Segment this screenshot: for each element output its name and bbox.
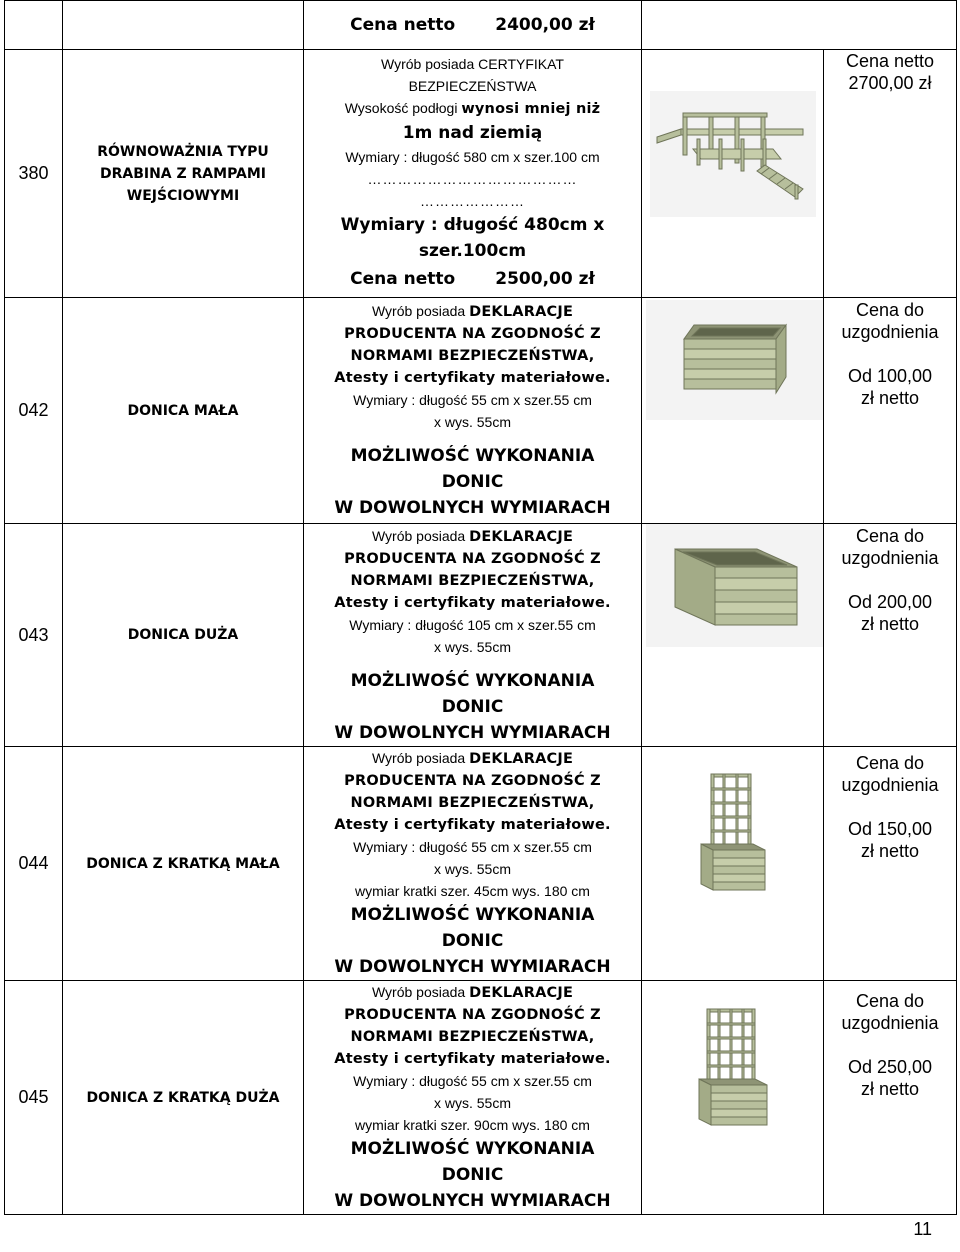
item-price xyxy=(824,524,957,747)
desc-bold-text: DEKLARACJE xyxy=(469,985,574,1001)
extra-line: DONIC xyxy=(441,1165,504,1185)
price-line: uzgodnienia xyxy=(841,321,939,342)
desc-line: x wys. 55cm xyxy=(433,1095,511,1111)
table-row xyxy=(5,981,957,1215)
price-value: 2500,00 zł xyxy=(495,269,595,289)
price-line: uzgodnienia xyxy=(841,1012,939,1033)
item-description xyxy=(304,50,642,298)
small-trellis-planter-image xyxy=(690,769,776,895)
extra-line: DONIC xyxy=(441,696,504,717)
item-image-cell xyxy=(642,298,824,524)
price-line: Cena do xyxy=(855,752,925,773)
desc-line: Atesty i certyfikaty materiałowe. xyxy=(334,817,611,833)
desc-line: 1m nad ziemią xyxy=(402,123,543,143)
small-planter-image xyxy=(646,300,824,420)
item-number: 380 xyxy=(5,50,63,298)
desc-line xyxy=(308,97,637,120)
desc-line: x wys. 55cm xyxy=(433,638,511,655)
large-planter-svg xyxy=(671,535,801,635)
price-line: uzgodnienia xyxy=(841,548,939,568)
price-line: zł netto xyxy=(860,387,920,408)
price-line: zł netto xyxy=(860,1078,920,1099)
extra-line: W DOWOLNYCH WYMIARACH xyxy=(334,498,611,518)
item-name xyxy=(63,50,304,298)
desc-text: Wyrób posiada xyxy=(371,303,470,319)
extra-line: MOŻLIWOŚĆ WYKONANIA xyxy=(350,670,595,691)
desc-line: wymiar kratki szer. 45cm wys. 180 cm xyxy=(355,883,590,899)
price-line: Od 150,00 xyxy=(847,818,933,839)
price-line: Cena do xyxy=(855,526,925,546)
table-row xyxy=(5,50,957,298)
page-number: 11 xyxy=(913,1219,932,1239)
item-price xyxy=(824,298,957,524)
item-name: DONICA DUŻA xyxy=(63,524,304,747)
item-number: 044 xyxy=(5,747,63,981)
prev-price-cell xyxy=(304,1,642,50)
desc-line: Wymiary : długość 55 cm x szer.55 cm xyxy=(353,1073,592,1089)
product-table xyxy=(4,0,957,1215)
extra-line: W DOWOLNYCH WYMIARACH xyxy=(334,957,611,977)
desc-line: NORMAMI BEZPIECZEŃSTWA, xyxy=(350,795,595,811)
item-description xyxy=(304,298,642,524)
large-trellis-planter-svg xyxy=(693,1005,773,1129)
large-planter-image xyxy=(646,524,824,648)
desc-line: wymiar kratki szer. 90cm wys. 180 cm xyxy=(355,1117,590,1133)
extra-line: MOŻLIWOŚĆ WYKONANIA xyxy=(350,446,595,466)
desc-line: x wys. 55cm xyxy=(433,414,511,430)
item-price xyxy=(824,981,957,1215)
price-line: Od 100,00 xyxy=(847,365,933,386)
desc-line: Wyrób posiada CERTYFIKAT xyxy=(381,56,564,72)
desc-line: Wymiary : długość 105 cm x szer.55 cm xyxy=(349,616,596,633)
price-line: 2700,00 zł xyxy=(848,72,932,93)
table-row xyxy=(5,747,957,981)
desc-text: Wyrób posiada xyxy=(371,750,470,766)
large-trellis-planter-image xyxy=(690,1004,776,1130)
desc-line: PRODUCENTA NA ZGODNOŚĆ Z xyxy=(344,550,601,567)
extra-line: MOŻLIWOŚĆ WYKONANIA xyxy=(350,905,595,925)
desc-text: Wyrób posiada xyxy=(371,527,470,544)
desc-dots: …………………………………… xyxy=(367,171,578,187)
cell-empty xyxy=(5,1,63,50)
desc-line: Atesty i certyfikaty materiałowe. xyxy=(334,1051,611,1067)
table-row xyxy=(5,1,957,50)
desc-line xyxy=(308,525,637,548)
desc-bold-text: DEKLARACJE xyxy=(469,528,574,545)
desc-line xyxy=(308,981,637,1004)
price-label: Cena netto xyxy=(350,269,456,289)
item-image-cell xyxy=(642,981,824,1215)
item-image-cell xyxy=(642,524,824,747)
item-number: 043 xyxy=(5,524,63,747)
item-image-cell xyxy=(642,747,824,981)
desc-line xyxy=(308,747,637,770)
balance-beam-ladder-ramps-image xyxy=(650,91,816,217)
desc-dots: ………………… xyxy=(420,193,525,209)
desc-bold-text: wynosi mniej niż xyxy=(461,101,601,117)
desc-line: Atesty i certyfikaty materiałowe. xyxy=(334,370,611,386)
desc-price xyxy=(308,264,637,294)
extra-line: DONIC xyxy=(441,931,504,951)
price-value: 2400,00 zł xyxy=(495,15,595,35)
item-name-line: WEJŚCIOWYMI xyxy=(126,187,240,204)
item-name: DONICA Z KRATKĄ MAŁA xyxy=(63,747,304,981)
price-line: Od 200,00 xyxy=(847,592,933,612)
extra-line: W DOWOLNYCH WYMIARACH xyxy=(334,1191,611,1211)
extra-line: W DOWOLNYCH WYMIARACH xyxy=(334,722,611,743)
desc-text: Wyrób posiada xyxy=(371,984,470,1000)
price-line: Cena netto xyxy=(845,50,935,71)
desc-line: PRODUCENTA NA ZGODNOŚĆ Z xyxy=(344,326,601,342)
price-line: Cena do xyxy=(855,990,925,1011)
price-line: zł netto xyxy=(860,614,920,634)
item-name-line: DRABINA Z RAMPAMI xyxy=(99,165,267,182)
desc-line: NORMAMI BEZPIECZEŃSTWA, xyxy=(350,1029,595,1045)
price-line: zł netto xyxy=(860,840,920,861)
desc-line xyxy=(308,300,637,323)
balance-beam-image-svg xyxy=(653,99,813,209)
item-number: 045 xyxy=(5,981,63,1215)
item-description xyxy=(304,747,642,981)
small-planter-svg xyxy=(676,315,796,405)
desc-line: Wymiary : długość 580 cm x szer.100 cm xyxy=(345,149,600,165)
item-name: DONICA MAŁA xyxy=(63,298,304,524)
desc-text: Wysokość podłogi xyxy=(344,100,462,116)
price-line: Od 250,00 xyxy=(847,1056,933,1077)
desc-line: Wymiary : długość 55 cm x szer.55 cm xyxy=(353,839,592,855)
item-price xyxy=(824,50,957,298)
desc-line: NORMAMI BEZPIECZEŃSTWA, xyxy=(350,572,595,589)
item-name: DONICA Z KRATKĄ DUŻA xyxy=(63,981,304,1215)
price-label: Cena netto xyxy=(350,15,456,35)
desc-line: Wymiary : długość 480cm x xyxy=(340,215,605,235)
cell-empty xyxy=(63,1,304,50)
extra-line: DONIC xyxy=(441,472,504,492)
item-description xyxy=(304,524,642,747)
item-number: 042 xyxy=(5,298,63,524)
desc-line: x wys. 55cm xyxy=(433,861,511,877)
price-line: Cena do xyxy=(855,299,925,320)
desc-line: PRODUCENTA NA ZGODNOŚĆ Z xyxy=(344,773,601,789)
desc-bold-text: DEKLARACJE xyxy=(469,751,574,767)
cell-empty xyxy=(642,1,957,50)
desc-line: NORMAMI BEZPIECZEŃSTWA, xyxy=(350,348,595,364)
desc-line: szer.100cm xyxy=(418,241,527,261)
table-row xyxy=(5,524,957,747)
item-description xyxy=(304,981,642,1215)
desc-bold-text: DEKLARACJE xyxy=(469,304,574,320)
table-row xyxy=(5,298,957,524)
extra-line: MOŻLIWOŚĆ WYKONANIA xyxy=(350,1139,595,1159)
desc-line: BEZPIECZEŃSTWA xyxy=(408,78,537,94)
item-price xyxy=(824,747,957,981)
desc-line: Wymiary : długość 55 cm x szer.55 cm xyxy=(353,392,592,408)
price-line: uzgodnienia xyxy=(841,774,939,795)
item-image-cell xyxy=(642,50,824,298)
desc-line: PRODUCENTA NA ZGODNOŚĆ Z xyxy=(344,1007,601,1023)
desc-line: Atesty i certyfikaty materiałowe. xyxy=(334,594,611,611)
item-name-line: RÓWNOWAŻNIA TYPU xyxy=(97,143,269,160)
small-trellis-planter-svg xyxy=(693,770,773,894)
